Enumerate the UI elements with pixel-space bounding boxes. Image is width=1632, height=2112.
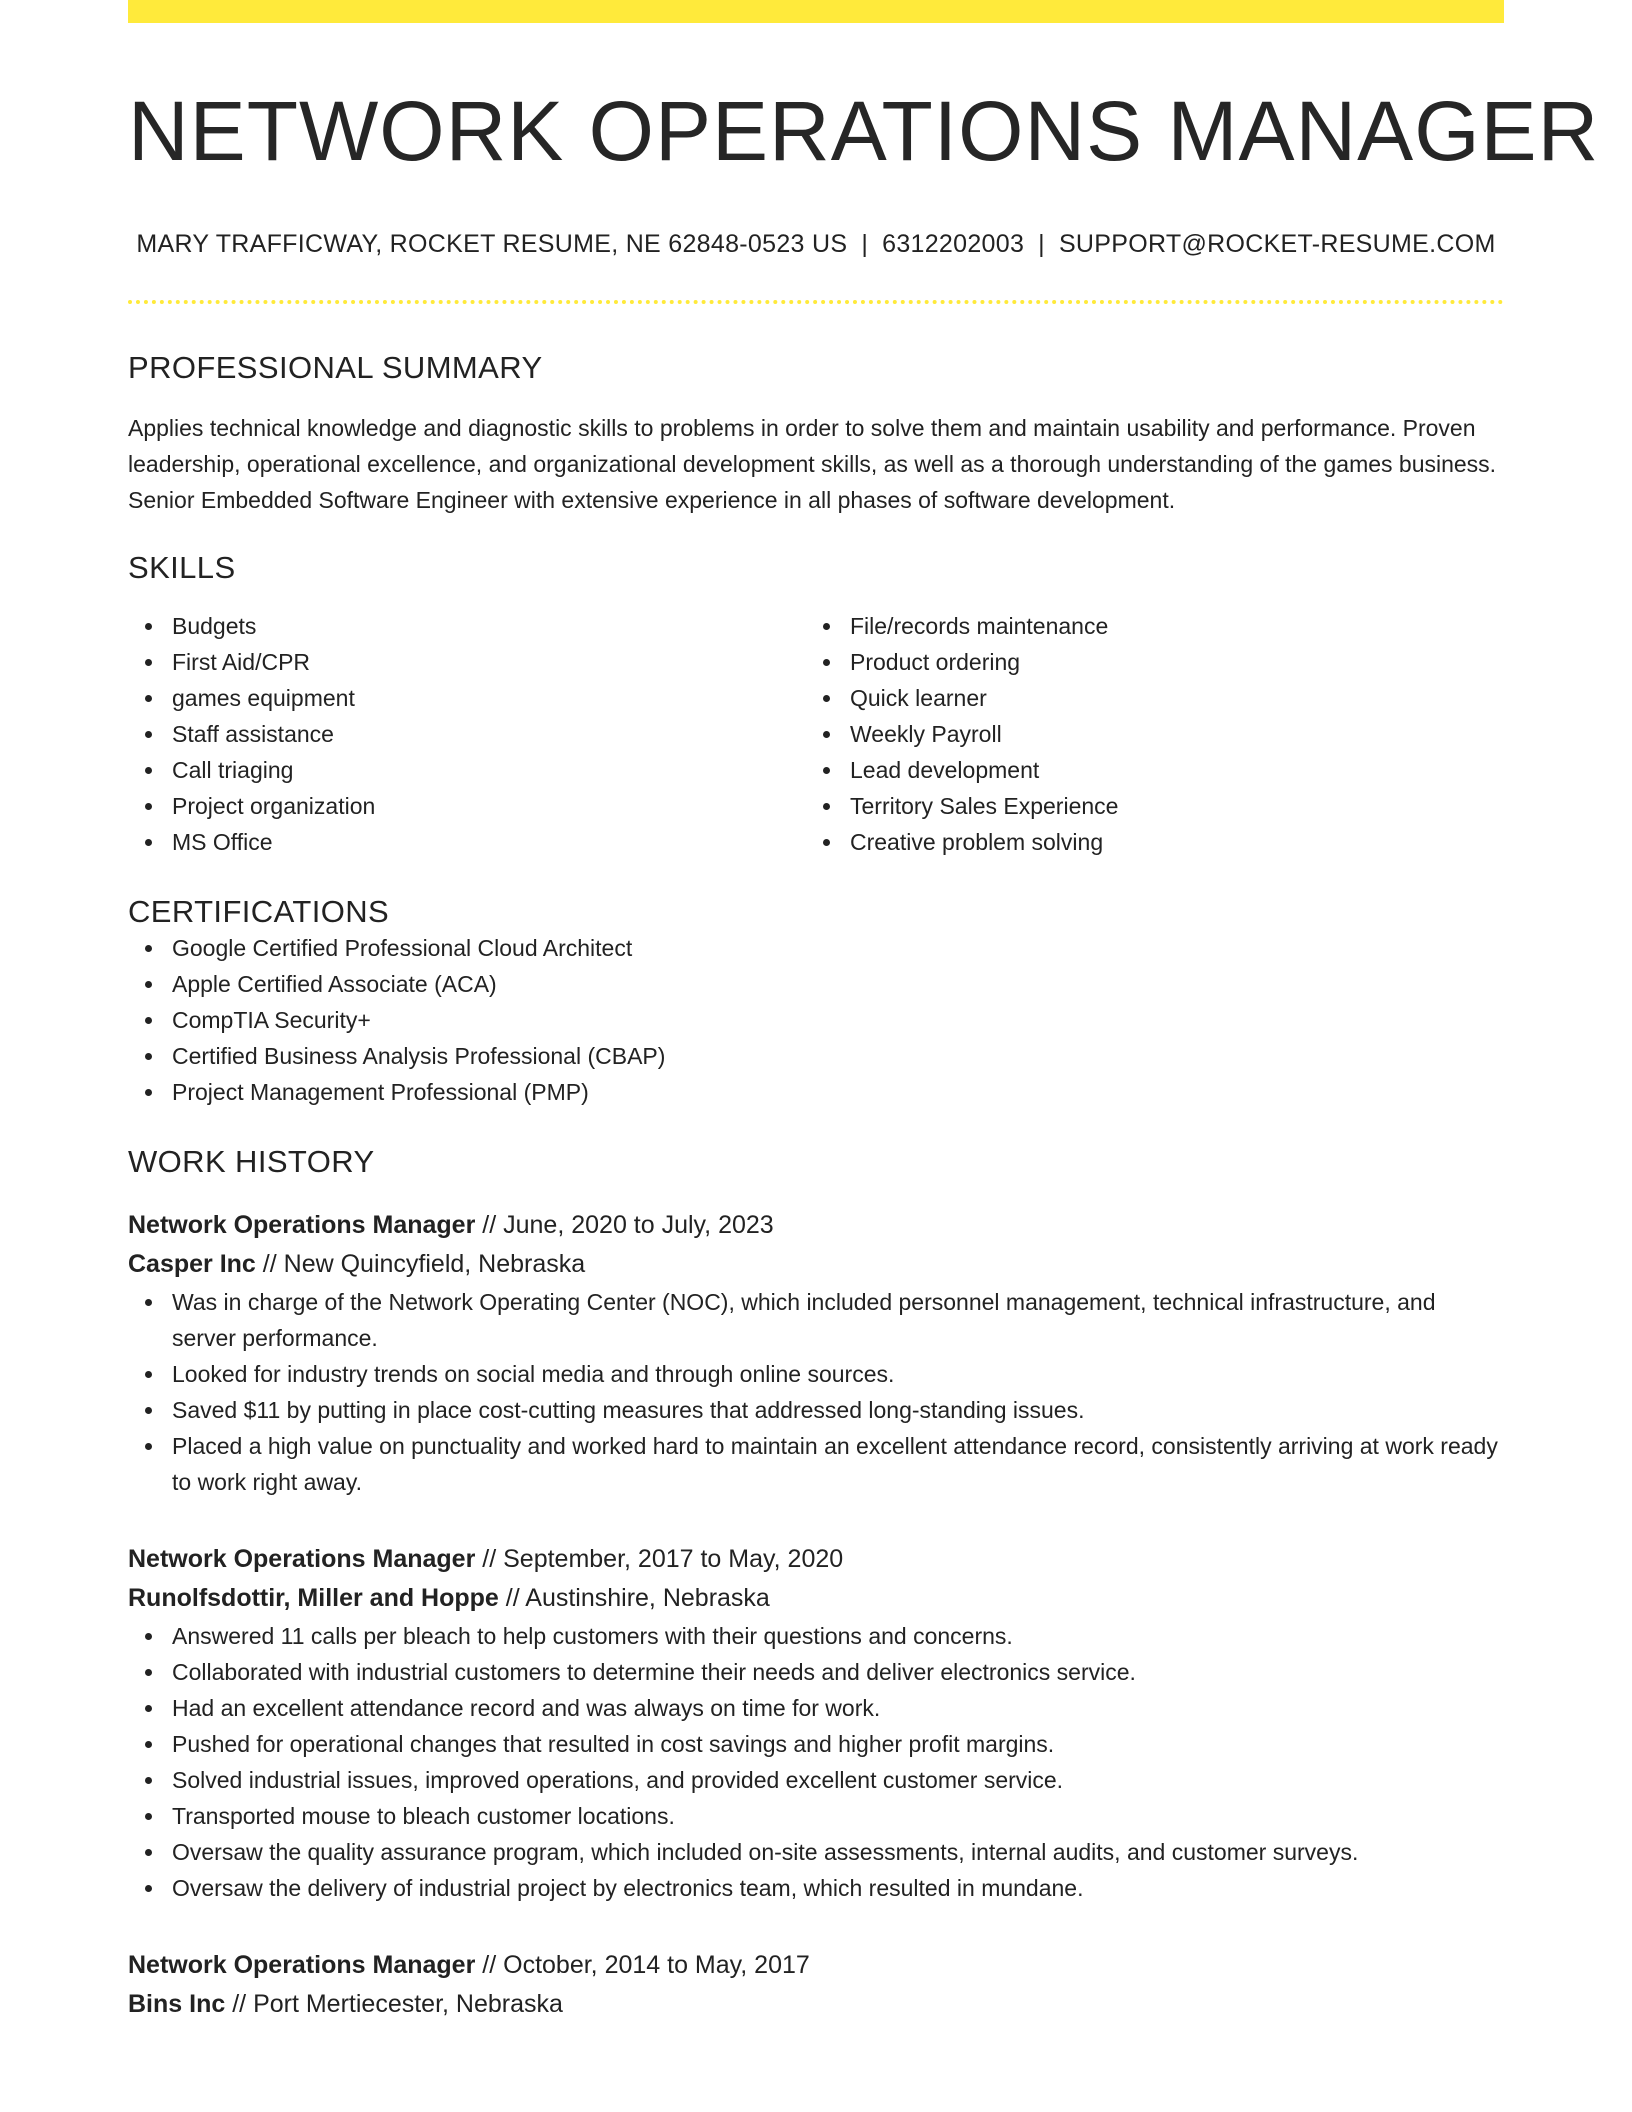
certification-item bbox=[128, 1038, 1504, 1074]
contact-line bbox=[128, 228, 1504, 261]
skill-item bbox=[128, 680, 806, 716]
bullet-dot bbox=[145, 695, 152, 702]
job-bullet bbox=[128, 1356, 1504, 1392]
bullet-dot bbox=[823, 731, 830, 738]
bullet-dot bbox=[145, 1849, 152, 1856]
skill-text: Quick learner bbox=[850, 685, 987, 712]
bullet-dot bbox=[145, 803, 152, 810]
job-bullet-text: Answered 11 calls per bleach to help customers with their questions and concerns. bbox=[172, 1623, 1013, 1650]
job-company: Casper Inc bbox=[128, 1250, 256, 1279]
skills-heading: SKILLS bbox=[128, 550, 236, 586]
job-bullet-text: Pushed for operational changes that resulted in cost savings and higher profit margins. bbox=[172, 1731, 1055, 1758]
job-entry bbox=[128, 1540, 1504, 1906]
bullet-dot bbox=[145, 1407, 152, 1414]
bullet-dot bbox=[145, 1741, 152, 1748]
skill-text: MS Office bbox=[172, 829, 273, 856]
job-bullet bbox=[128, 1834, 1504, 1870]
skill-item bbox=[128, 752, 806, 788]
bullet-dot bbox=[145, 1053, 152, 1060]
job-separator: // bbox=[482, 1545, 497, 1574]
bullet-dot bbox=[823, 695, 830, 702]
job-bullet-text: Transported mouse to bleach customer locations. bbox=[172, 1803, 675, 1830]
skill-item bbox=[128, 644, 806, 680]
bullet-dot bbox=[145, 1017, 152, 1024]
certification-text: Google Certified Professional Cloud Architect bbox=[172, 935, 633, 962]
skills-list-right bbox=[806, 608, 1484, 860]
certification-item bbox=[128, 930, 1504, 966]
job-bullets bbox=[128, 1618, 1504, 1906]
skill-text: Staff assistance bbox=[172, 721, 334, 748]
bullet-dot bbox=[823, 767, 830, 774]
certification-text: Project Management Professional (PMP) bbox=[172, 1079, 589, 1106]
skill-item bbox=[806, 788, 1484, 824]
job-separator: // bbox=[262, 1250, 277, 1279]
job-bullet-text: Was in charge of the Network Operating Center (NOC), which included personnel management, technical infrastructure, and server performance. bbox=[172, 1289, 1436, 1352]
job-separator: // bbox=[505, 1584, 520, 1613]
summary-heading: PROFESSIONAL SUMMARY bbox=[128, 350, 543, 386]
job-bullet bbox=[128, 1654, 1504, 1690]
job-role: Network Operations Manager bbox=[128, 1951, 476, 1980]
job-bullet bbox=[128, 1618, 1504, 1654]
bullet-dot bbox=[145, 1885, 152, 1892]
bullet-dot bbox=[145, 1777, 152, 1784]
contact-separator: | bbox=[861, 229, 869, 258]
certification-text: Certified Business Analysis Professional (CBAP) bbox=[172, 1043, 666, 1070]
skills-column-left bbox=[128, 608, 806, 860]
bullet-dot bbox=[145, 1089, 152, 1096]
job-dates: September, 2017 to May, 2020 bbox=[503, 1545, 844, 1574]
job-entry bbox=[128, 1206, 1504, 1500]
bullet-dot bbox=[145, 1299, 152, 1306]
job-bullets bbox=[128, 1284, 1504, 1500]
job-separator: // bbox=[482, 1951, 497, 1980]
bullet-dot bbox=[145, 1813, 152, 1820]
bullet-dot bbox=[145, 839, 152, 846]
resume-page bbox=[128, 0, 1600, 2024]
bullet-dot bbox=[145, 1633, 152, 1640]
contact-address: MARY TRAFFICWAY, ROCKET RESUME, NE 62848-0523 US bbox=[136, 229, 848, 258]
bullet-dot bbox=[145, 1705, 152, 1712]
job-company: Runolfsdottir, Miller and Hoppe bbox=[128, 1584, 499, 1613]
job-dates: October, 2014 to May, 2017 bbox=[503, 1951, 810, 1980]
job-bullet bbox=[128, 1798, 1504, 1834]
skill-text: Territory Sales Experience bbox=[850, 793, 1119, 820]
skill-text: Creative problem solving bbox=[850, 829, 1104, 856]
job-location: New Quincyfield, Nebraska bbox=[283, 1250, 586, 1279]
job-bullet bbox=[128, 1690, 1504, 1726]
skill-item bbox=[806, 680, 1484, 716]
job-role-line bbox=[128, 1946, 1504, 1985]
job-company: Bins Inc bbox=[128, 1990, 226, 2019]
job-dates: June, 2020 to July, 2023 bbox=[503, 1211, 774, 1240]
certification-item bbox=[128, 1074, 1504, 1110]
certifications-list bbox=[128, 930, 1504, 1110]
skill-item bbox=[806, 824, 1484, 860]
certification-text: Apple Certified Associate (ACA) bbox=[172, 971, 497, 998]
job-location: Austinshire, Nebraska bbox=[525, 1584, 770, 1613]
job-bullet bbox=[128, 1392, 1504, 1428]
skill-text: Lead development bbox=[850, 757, 1040, 784]
job-role: Network Operations Manager bbox=[128, 1545, 476, 1574]
job-role-line bbox=[128, 1206, 1504, 1245]
contact-email: SUPPORT@ROCKET-RESUME.COM bbox=[1058, 229, 1496, 258]
contact-phone: 6312202003 bbox=[882, 229, 1025, 258]
skill-item bbox=[806, 608, 1484, 644]
skill-text: Call triaging bbox=[172, 757, 294, 784]
bullet-dot bbox=[823, 659, 830, 666]
bullet-dot bbox=[823, 839, 830, 846]
skills-list-left bbox=[128, 608, 806, 860]
job-company-line bbox=[128, 1985, 1504, 2024]
skill-text: File/records maintenance bbox=[850, 613, 1109, 640]
bullet-dot bbox=[145, 981, 152, 988]
bullet-dot bbox=[145, 659, 152, 666]
skill-text: First Aid/CPR bbox=[172, 649, 311, 676]
bullet-dot bbox=[145, 945, 152, 952]
top-accent-bar bbox=[128, 0, 1504, 23]
skill-item bbox=[128, 824, 806, 860]
job-company-line bbox=[128, 1579, 1504, 1618]
bullet-dot bbox=[145, 623, 152, 630]
skills-column-right bbox=[806, 608, 1484, 860]
work-history-heading: WORK HISTORY bbox=[128, 1144, 375, 1180]
job-role: Network Operations Manager bbox=[128, 1211, 476, 1240]
job-bullet-text: Oversaw the quality assurance program, which included on-site assessments, internal audits, and customer surveys. bbox=[172, 1839, 1359, 1866]
certification-item bbox=[128, 1002, 1504, 1038]
job-role-line bbox=[128, 1540, 1504, 1579]
skill-text: Budgets bbox=[172, 613, 257, 640]
bullet-dot bbox=[145, 731, 152, 738]
contact-separator: | bbox=[1038, 229, 1045, 258]
job-location: Port Mertiecester, Nebraska bbox=[253, 1990, 563, 2019]
skill-text: Product ordering bbox=[850, 649, 1021, 676]
skill-item bbox=[806, 716, 1484, 752]
bullet-dot bbox=[823, 803, 830, 810]
skill-text: games equipment bbox=[172, 685, 355, 712]
job-bullet-text: Oversaw the delivery of industrial project by electronics team, which resulted in mundane. bbox=[172, 1875, 1084, 1902]
job-bullet bbox=[128, 1762, 1504, 1798]
bullet-dot bbox=[145, 767, 152, 774]
job-separator: // bbox=[232, 1990, 247, 2019]
skill-item bbox=[806, 644, 1484, 680]
job-company-line bbox=[128, 1245, 1504, 1284]
bullet-dot bbox=[145, 1371, 152, 1378]
certification-item bbox=[128, 966, 1504, 1002]
skill-text: Weekly Payroll bbox=[850, 721, 1002, 748]
dotted-divider bbox=[128, 300, 1504, 304]
bullet-dot bbox=[145, 1443, 152, 1450]
resume-title: NETWORK OPERATIONS MANAGER bbox=[128, 84, 1600, 178]
skill-item bbox=[806, 752, 1484, 788]
job-bullet-text: Looked for industry trends on social media and through online sources. bbox=[172, 1361, 895, 1388]
job-bullet-text: Saved $11 by putting in place cost-cutting measures that addressed long-standing issues. bbox=[172, 1397, 1085, 1424]
job-bullet-text: Collaborated with industrial customers to determine their needs and deliver electronics service. bbox=[172, 1659, 1136, 1686]
job-bullet bbox=[128, 1726, 1504, 1762]
job-separator: // bbox=[482, 1211, 497, 1240]
job-bullet-text: Had an excellent attendance record and was always on time for work. bbox=[172, 1695, 881, 1722]
bullet-dot bbox=[823, 623, 830, 630]
job-bullet-text: Solved industrial issues, improved operations, and provided excellent customer service. bbox=[172, 1767, 1064, 1794]
skill-item bbox=[128, 788, 806, 824]
job-bullet bbox=[128, 1284, 1504, 1356]
job-entry bbox=[128, 1946, 1504, 2024]
bullet-dot bbox=[145, 1669, 152, 1676]
summary-text: Applies technical knowledge and diagnostic skills to problems in order to solve them and maintain usability and performance. Proven leadership, operational excellence, and organizational development skills, as well as a thorough understanding of the games business. Senior Embedded Software Engineer with extensive experience in all phases of software development. bbox=[128, 415, 1497, 514]
certification-text: CompTIA Security+ bbox=[172, 1007, 371, 1034]
skill-item bbox=[128, 608, 806, 644]
skill-item bbox=[128, 716, 806, 752]
skills-columns bbox=[128, 608, 1504, 860]
job-bullet-text: Placed a high value on punctuality and worked hard to maintain an excellent attendance record, consistently arriving at work ready to work right away. bbox=[172, 1433, 1498, 1496]
job-bullet bbox=[128, 1870, 1504, 1906]
certifications-heading: CERTIFICATIONS bbox=[128, 894, 390, 930]
skill-text: Project organization bbox=[172, 793, 376, 820]
job-bullet bbox=[128, 1428, 1504, 1500]
